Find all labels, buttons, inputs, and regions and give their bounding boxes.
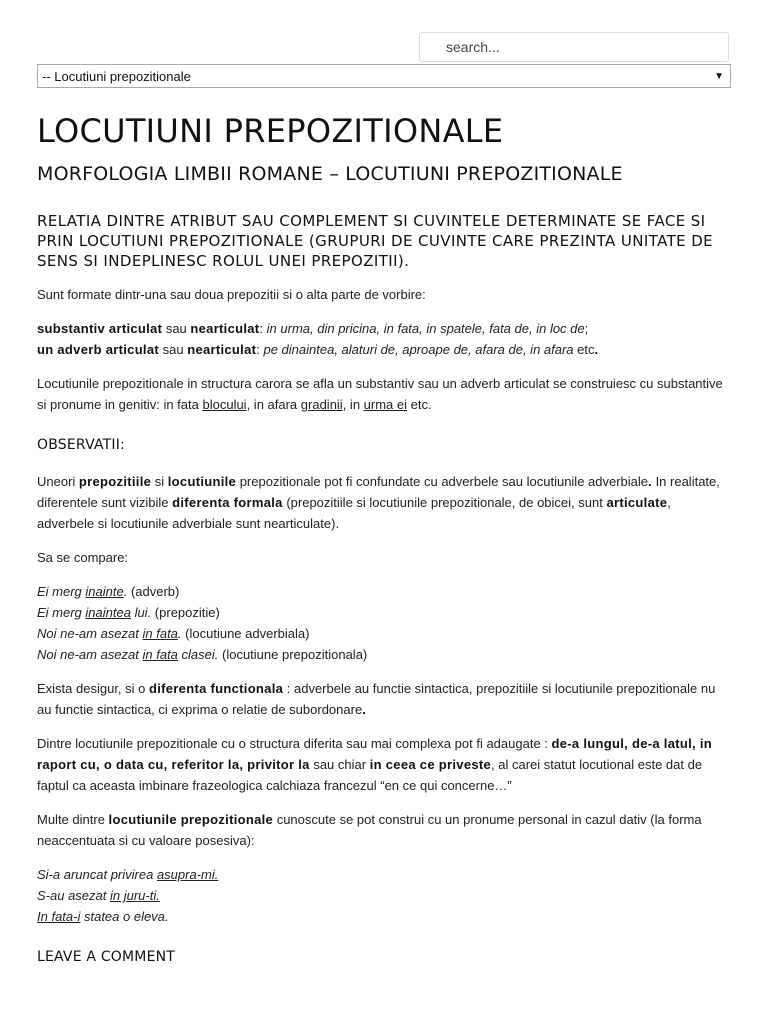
italic-text: . [123, 584, 128, 599]
text: Locutiunile prepozitionale in structura carora se afla un substantiv sau un adverb articulat se construiesc cu substantive si pronume in genitiv: in fata [37, 376, 723, 412]
text: (locutiune adverbiala) [181, 626, 310, 641]
italic-text: S-au asezat [37, 888, 110, 903]
italic-text: lui. [130, 605, 152, 620]
text: : [256, 342, 264, 357]
bold-text: diferenta formala [172, 495, 283, 510]
text: cunoscute se pot construi cu un pronume personal in cazul dativ (la forma neaccentuata si cu valoare posesiva): [37, 812, 702, 848]
text: In realitate, diferentele sunt vizibile [37, 474, 720, 510]
paragraph-genitive [37, 373, 731, 415]
text: , al carei statut locutional este dat de faptul ca aceasta imbinare frazeologica calchiaza francezul “en ce qui concerne…” [37, 757, 703, 793]
examples-list-2 [37, 864, 731, 927]
italic-text [37, 909, 80, 924]
text: Exista desigur, si o [37, 681, 149, 696]
text: , adverbele si locutiunile adverbiale sunt nearticulate). [37, 495, 671, 531]
text: prepozitionale pot fi confundate cu adverbele sau locutiunile adverbiale [236, 474, 649, 489]
text: , in [342, 397, 364, 412]
nav-select-value: -- Locutiuni prepozitionale [42, 68, 191, 84]
example-line [37, 909, 169, 924]
underlined-text: asupra-mi. [156, 867, 219, 882]
text: (adverb) [127, 584, 180, 599]
article [37, 106, 731, 967]
nav-select[interactable] [37, 64, 731, 88]
search-input[interactable] [420, 33, 728, 61]
paragraph-differences [37, 471, 731, 534]
text: si [151, 474, 168, 489]
text: : [259, 321, 267, 336]
bold-text: substantiv articulat [37, 321, 163, 336]
text: etc [573, 342, 595, 357]
underlined-text: inaintea [85, 605, 131, 620]
text: : adverbele au functie sintactica, prepozitiile si locutiunile prepozitionale nu au functie sintactica, ci exprima o relatie de subordonare [37, 681, 716, 717]
underlined-text: blocului [202, 397, 247, 412]
underlined-text: In fata-i [37, 909, 81, 924]
italic-text [85, 584, 123, 599]
text: Uneori [37, 474, 79, 489]
italic-text: pe dinaintea, alaturi de, aproape de, afara de, in afara [263, 342, 574, 357]
bold-text: nearticulat [187, 342, 257, 357]
text: (prepozitie) [151, 605, 220, 620]
italic-text: Noi ne-am asezat [37, 626, 143, 641]
example-line [37, 647, 367, 662]
text: sau chiar [309, 757, 370, 772]
examples-list-1 [37, 581, 731, 665]
paragraph-functional [37, 678, 731, 720]
paragraph-formation: Sunt formate dintr-una sau doua prepozitii si o alta parte de vorbire: [37, 287, 426, 302]
text: ; [584, 321, 589, 336]
bold-text: in ceea ce priveste [369, 757, 492, 772]
italic-text [110, 888, 160, 903]
page-title: LOCUTIUNI PREPOZITIONALE [37, 112, 504, 150]
bold-text: un adverb articulat [37, 342, 160, 357]
text: , in afara [246, 397, 301, 412]
italic-text: Ei merg [37, 605, 86, 620]
example-line [37, 584, 179, 599]
italic-text: statea o eleva. [80, 909, 169, 924]
italic-text [157, 867, 218, 882]
search-box[interactable] [419, 32, 729, 62]
underlined-text: in fata [142, 626, 178, 641]
bold-text: de-a lungul, de-a latul, in raport cu, o data cu, referitor la, privitor la [37, 736, 713, 772]
underlined-text: in juru-ti. [110, 888, 160, 903]
text: sau [162, 321, 191, 336]
underlined-text: inainte [85, 584, 124, 599]
text: (locutiune prepozitionala) [218, 647, 368, 662]
bold-text: nearticulat [190, 321, 260, 336]
text: sau [159, 342, 188, 357]
italic-text: Ei merg [37, 584, 86, 599]
bold-text: . [648, 474, 652, 489]
italic-text: clasei. [177, 647, 219, 662]
text: Dintre locutiunile prepozitionale cu o structura diferita sau mai complexa pot fi adaugate : [37, 736, 552, 751]
bold-text: locutiunile prepozitionale [108, 812, 274, 827]
observatii-heading: OBSERVATII: [37, 437, 125, 453]
underlined-text: urma ei [363, 397, 408, 412]
italic-text [85, 605, 131, 620]
lead-heading: RELATIA DINTRE ATRIBUT SAU COMPLEMENT SI CUVINTELE DETERMINATE SE FACE SI PRIN LOCUTIUNI PREPOZITIONALE (GRUPURI DE CUVINTE CARE PREZINTA UNITATE DE SENS SI INDEPLINESC ROLUL UNEI PREPOZITII). [37, 212, 714, 270]
example-line [37, 626, 309, 641]
underlined-text: gradinii [300, 397, 343, 412]
italic-text: Si-a aruncat privirea [37, 867, 157, 882]
bold-text: locutiunile [167, 474, 237, 489]
italic-text [143, 626, 178, 641]
bold-text: . [594, 342, 599, 357]
bold-text: prepozitiile [78, 474, 152, 489]
paragraph-compare: Sa se compare: [37, 550, 129, 565]
underlined-text: in fata [142, 647, 178, 662]
italic-text [143, 647, 178, 662]
italic-text: in urma, din pricina, in fata, in spatele, fata de, in loc de [266, 321, 585, 336]
chevron-down-icon: ▼ [714, 70, 724, 82]
bold-text: diferenta functionala [149, 681, 284, 696]
bold-text: articulate [606, 495, 668, 510]
text: etc. [407, 397, 432, 412]
page-subtitle: MORFOLOGIA LIMBII ROMANE – LOCUTIUNI PREPOZITIONALE [37, 163, 623, 185]
italic-text: . [177, 626, 182, 641]
example-line [37, 867, 218, 882]
comment-heading: LEAVE A COMMENT [37, 949, 176, 965]
paragraph-complex [37, 733, 731, 796]
example-line [37, 605, 220, 620]
text: (prepozitiile si locutiunile prepozitionale, de obicei, sunt [282, 495, 607, 510]
example-line [37, 888, 160, 903]
italic-text: Noi ne-am asezat [37, 647, 143, 662]
bold-text: . [362, 702, 367, 717]
paragraph-structure [37, 318, 731, 360]
paragraph-dative [37, 809, 731, 851]
text: Multe dintre [37, 812, 109, 827]
